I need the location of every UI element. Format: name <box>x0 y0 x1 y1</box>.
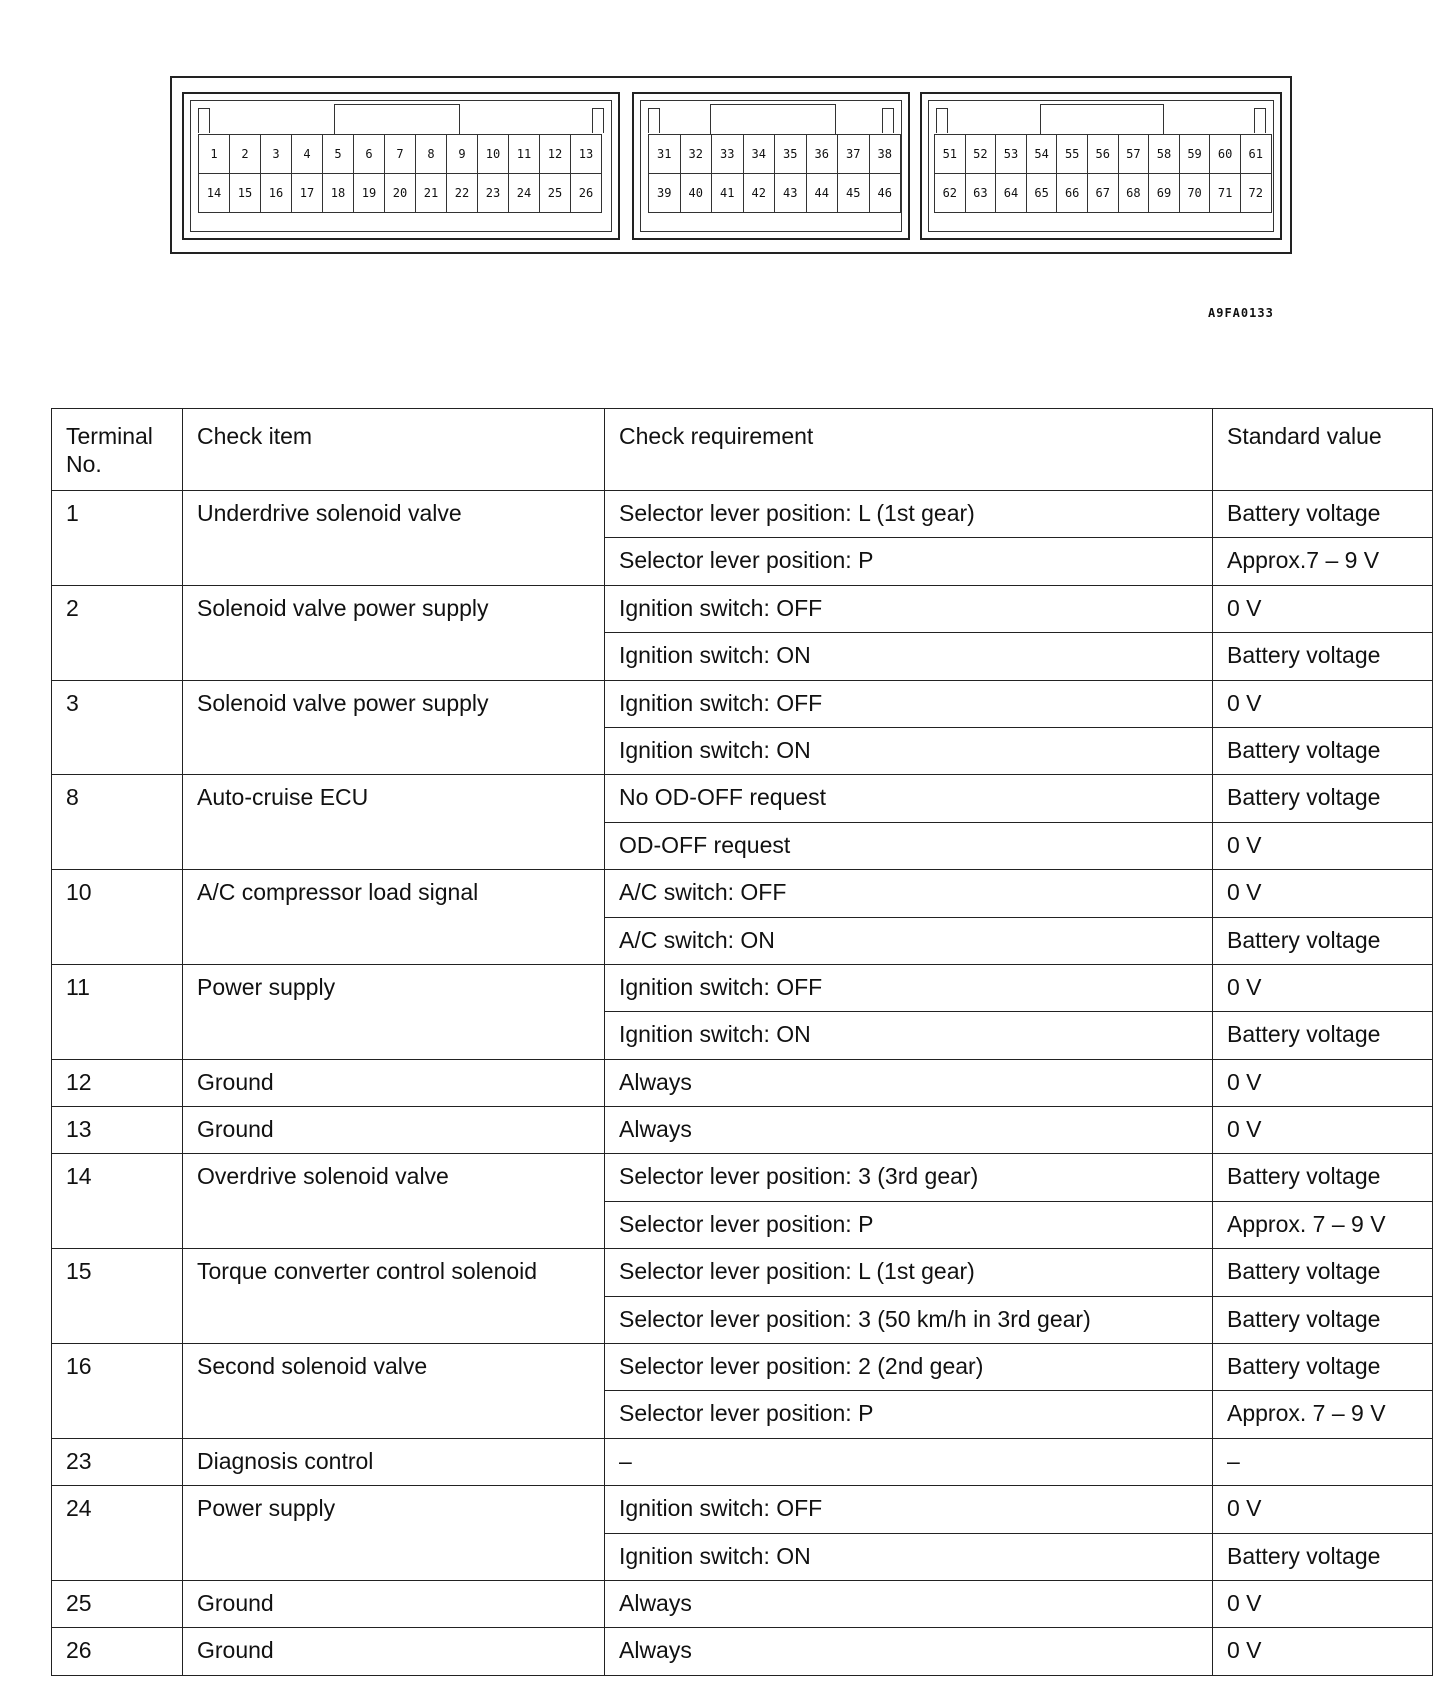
connector-b-latch-right <box>882 108 894 133</box>
check-item-cell: Ground <box>183 1628 605 1675</box>
check-requirement-cell: A/C switch: OFF <box>605 870 1213 917</box>
terminal-pin: 33 <box>711 134 744 174</box>
terminal-pin: 34 <box>743 134 776 174</box>
terminal-pin: 64 <box>995 173 1027 213</box>
table-row <box>52 1059 1433 1106</box>
table-row <box>52 1344 1433 1391</box>
terminal-pin: 46 <box>869 173 902 213</box>
terminal-pin: 8 <box>415 134 447 174</box>
terminal-pin: 13 <box>570 134 602 174</box>
connector-a-latch-left <box>198 108 210 133</box>
terminal-number-cell: 2 <box>52 585 183 680</box>
terminal-pin: 3 <box>260 134 292 174</box>
check-item-cell: Underdrive solenoid valve <box>183 491 605 586</box>
check-requirement-cell: Selector lever position: P <box>605 1201 1213 1248</box>
check-requirement-cell: A/C switch: ON <box>605 917 1213 964</box>
check-requirement-cell: Ignition switch: ON <box>605 1533 1213 1580</box>
terminal-pin: 7 <box>384 134 416 174</box>
terminal-pin: 55 <box>1056 134 1088 174</box>
terminal-pin: 4 <box>291 134 323 174</box>
check-requirement-cell: Ignition switch: OFF <box>605 585 1213 632</box>
table-header-row <box>52 409 1433 491</box>
header-check-requirement: Check requirement <box>605 409 1213 491</box>
terminal-pin: 35 <box>774 134 807 174</box>
check-requirement-cell: – <box>605 1438 1213 1485</box>
connector-b-latch-left <box>648 108 660 133</box>
connector-a-key <box>334 104 460 135</box>
terminal-pin: 52 <box>965 134 997 174</box>
check-requirement-cell: Always <box>605 1059 1213 1106</box>
terminal-pin: 36 <box>806 134 839 174</box>
terminal-pin: 62 <box>934 173 966 213</box>
connector-c-key <box>1040 104 1164 135</box>
standard-value-cell: 0 V <box>1213 1580 1433 1627</box>
check-requirement-cell: Ignition switch: ON <box>605 727 1213 774</box>
table-row <box>52 1107 1433 1154</box>
check-item-cell: Solenoid valve power supply <box>183 585 605 680</box>
standard-value-cell: 0 V <box>1213 1059 1433 1106</box>
terminal-pin: 45 <box>837 173 870 213</box>
check-requirement-cell: Selector lever position: 3 (50 km/h in 3rd gear) <box>605 1296 1213 1343</box>
check-item-cell: Ground <box>183 1107 605 1154</box>
table-row <box>52 1580 1433 1627</box>
check-item-cell: Power supply <box>183 964 605 1059</box>
terminal-pin: 38 <box>869 134 902 174</box>
check-requirement-cell: Ignition switch: ON <box>605 633 1213 680</box>
terminal-pin: 68 <box>1118 173 1150 213</box>
terminal-pin: 12 <box>539 134 571 174</box>
connector-b-top-row <box>648 134 900 174</box>
standard-value-cell: 0 V <box>1213 1628 1433 1675</box>
terminal-pin: 69 <box>1148 173 1180 213</box>
terminal-pin: 37 <box>837 134 870 174</box>
standard-value-cell: 0 V <box>1213 964 1433 1011</box>
table-row <box>52 1438 1433 1485</box>
terminal-pin: 58 <box>1148 134 1180 174</box>
terminal-pin: 22 <box>446 173 478 213</box>
check-item-cell: Ground <box>183 1059 605 1106</box>
connector-c-latch-left <box>936 108 948 133</box>
standard-value-cell: 0 V <box>1213 680 1433 727</box>
terminal-pin: 43 <box>774 173 807 213</box>
terminal-number-cell: 1 <box>52 491 183 586</box>
connector-c-top-row <box>934 134 1271 174</box>
standard-value-cell: Battery voltage <box>1213 1154 1433 1201</box>
standard-value-cell: 0 V <box>1213 822 1433 869</box>
terminal-pin: 6 <box>353 134 385 174</box>
terminal-pin: 39 <box>648 173 681 213</box>
check-requirement-cell: Always <box>605 1580 1213 1627</box>
connector-c-bottom-row <box>934 173 1271 213</box>
terminal-pin: 5 <box>322 134 354 174</box>
standard-value-cell: Battery voltage <box>1213 1344 1433 1391</box>
terminal-pin: 72 <box>1240 173 1272 213</box>
terminal-pin: 17 <box>291 173 323 213</box>
terminal-number-cell: 11 <box>52 964 183 1059</box>
table-row <box>52 1249 1433 1296</box>
terminal-pin: 65 <box>1026 173 1058 213</box>
terminal-pin: 11 <box>508 134 540 174</box>
check-requirement-cell: Selector lever position: 3 (3rd gear) <box>605 1154 1213 1201</box>
terminal-number-cell: 8 <box>52 775 183 870</box>
standard-value-cell: 0 V <box>1213 585 1433 632</box>
terminal-pin: 25 <box>539 173 571 213</box>
table-row <box>52 491 1433 538</box>
table-row <box>52 870 1433 917</box>
terminal-pin: 59 <box>1179 134 1211 174</box>
check-requirement-cell: Ignition switch: OFF <box>605 964 1213 1011</box>
terminal-pin: 41 <box>711 173 744 213</box>
terminal-pin: 14 <box>198 173 230 213</box>
terminal-pin: 63 <box>965 173 997 213</box>
standard-value-cell: Approx.7 – 9 V <box>1213 538 1433 585</box>
standard-value-cell: Battery voltage <box>1213 1296 1433 1343</box>
table-row <box>52 1628 1433 1675</box>
check-requirement-cell: Selector lever position: P <box>605 538 1213 585</box>
terminal-number-cell: 12 <box>52 1059 183 1106</box>
standard-value-cell: Approx. 7 – 9 V <box>1213 1201 1433 1248</box>
terminal-number-cell: 3 <box>52 680 183 775</box>
table-row <box>52 680 1433 727</box>
connector-c-latch-right <box>1254 108 1266 133</box>
connector-b-bottom-row <box>648 173 900 213</box>
terminal-pin: 19 <box>353 173 385 213</box>
terminal-pin: 71 <box>1209 173 1241 213</box>
terminal-pin: 51 <box>934 134 966 174</box>
header-check-item: Check item <box>183 409 605 491</box>
check-item-cell: Overdrive solenoid valve <box>183 1154 605 1249</box>
check-item-cell: Power supply <box>183 1486 605 1581</box>
check-requirement-cell: Always <box>605 1628 1213 1675</box>
terminal-number-cell: 13 <box>52 1107 183 1154</box>
table-row <box>52 964 1433 1011</box>
connector-b <box>632 92 910 240</box>
table-row <box>52 585 1433 632</box>
terminal-pin: 10 <box>477 134 509 174</box>
check-requirement-cell: Selector lever position: L (1st gear) <box>605 491 1213 538</box>
terminal-number-cell: 23 <box>52 1438 183 1485</box>
check-item-cell: Second solenoid valve <box>183 1344 605 1439</box>
standard-value-cell: Battery voltage <box>1213 917 1433 964</box>
check-item-cell: Solenoid valve power supply <box>183 680 605 775</box>
standard-value-cell: – <box>1213 1438 1433 1485</box>
standard-value-cell: Battery voltage <box>1213 1012 1433 1059</box>
terminal-pin: 24 <box>508 173 540 213</box>
check-requirement-cell: Selector lever position: L (1st gear) <box>605 1249 1213 1296</box>
connector-a-latch-right <box>592 108 604 133</box>
terminal-pin: 9 <box>446 134 478 174</box>
standard-value-cell: Battery voltage <box>1213 1249 1433 1296</box>
standard-value-cell: 0 V <box>1213 1107 1433 1154</box>
standard-value-cell: Battery voltage <box>1213 727 1433 774</box>
check-item-cell: Diagnosis control <box>183 1438 605 1485</box>
standard-value-cell: Battery voltage <box>1213 1533 1433 1580</box>
terminal-pin: 20 <box>384 173 416 213</box>
terminal-pin: 2 <box>229 134 261 174</box>
terminal-pin: 40 <box>680 173 713 213</box>
check-requirement-cell: Ignition switch: OFF <box>605 1486 1213 1533</box>
check-requirement-cell: OD-OFF request <box>605 822 1213 869</box>
check-requirement-cell: Ignition switch: ON <box>605 1012 1213 1059</box>
table-row <box>52 775 1433 822</box>
terminal-pin: 18 <box>322 173 354 213</box>
terminal-pin: 15 <box>229 173 261 213</box>
terminal-number-cell: 10 <box>52 870 183 965</box>
table-row <box>52 1154 1433 1201</box>
check-item-cell: Ground <box>183 1580 605 1627</box>
connector-a <box>182 92 620 240</box>
terminal-pin: 1 <box>198 134 230 174</box>
header-standard-value: Standard value <box>1213 409 1433 491</box>
terminal-number-cell: 16 <box>52 1344 183 1439</box>
terminal-pin: 42 <box>743 173 776 213</box>
check-item-cell: Auto-cruise ECU <box>183 775 605 870</box>
terminal-pin: 60 <box>1209 134 1241 174</box>
connector-c <box>920 92 1282 240</box>
figure-code: A9FA0133 <box>1208 306 1274 320</box>
terminal-pin: 54 <box>1026 134 1058 174</box>
connector-a-top-row <box>198 134 601 174</box>
terminal-pin: 32 <box>680 134 713 174</box>
standard-value-cell: Battery voltage <box>1213 491 1433 538</box>
connector-a-bottom-row <box>198 173 601 213</box>
terminal-number-cell: 14 <box>52 1154 183 1249</box>
terminal-pin: 53 <box>995 134 1027 174</box>
terminal-pin: 23 <box>477 173 509 213</box>
check-requirement-cell: Ignition switch: OFF <box>605 680 1213 727</box>
terminal-number-cell: 25 <box>52 1580 183 1627</box>
terminal-pin: 26 <box>570 173 602 213</box>
table-body <box>52 491 1433 1676</box>
terminal-number-cell: 15 <box>52 1249 183 1344</box>
terminal-pin: 56 <box>1087 134 1119 174</box>
terminal-pin: 66 <box>1056 173 1088 213</box>
check-item-cell: A/C compressor load signal <box>183 870 605 965</box>
terminal-pin: 57 <box>1118 134 1150 174</box>
terminal-number-cell: 24 <box>52 1486 183 1581</box>
terminal-pin: 21 <box>415 173 447 213</box>
terminal-pin: 16 <box>260 173 292 213</box>
terminal-pin: 61 <box>1240 134 1272 174</box>
terminal-pin: 67 <box>1087 173 1119 213</box>
header-terminal-no: Terminal No. <box>52 409 183 491</box>
terminal-pin: 44 <box>806 173 839 213</box>
table-row <box>52 1486 1433 1533</box>
standard-value-cell: 0 V <box>1213 1486 1433 1533</box>
terminal-check-table <box>51 408 1433 1676</box>
check-requirement-cell: Always <box>605 1107 1213 1154</box>
standard-value-cell: 0 V <box>1213 870 1433 917</box>
connector-diagram <box>170 76 1292 254</box>
check-requirement-cell: Selector lever position: P <box>605 1391 1213 1438</box>
terminal-number-cell: 26 <box>52 1628 183 1675</box>
check-item-cell: Torque converter control solenoid <box>183 1249 605 1344</box>
standard-value-cell: Approx. 7 – 9 V <box>1213 1391 1433 1438</box>
standard-value-cell: Battery voltage <box>1213 633 1433 680</box>
check-requirement-cell: No OD-OFF request <box>605 775 1213 822</box>
standard-value-cell: Battery voltage <box>1213 775 1433 822</box>
check-requirement-cell: Selector lever position: 2 (2nd gear) <box>605 1344 1213 1391</box>
connector-b-key <box>710 104 836 135</box>
terminal-pin: 31 <box>648 134 681 174</box>
terminal-pin: 70 <box>1179 173 1211 213</box>
